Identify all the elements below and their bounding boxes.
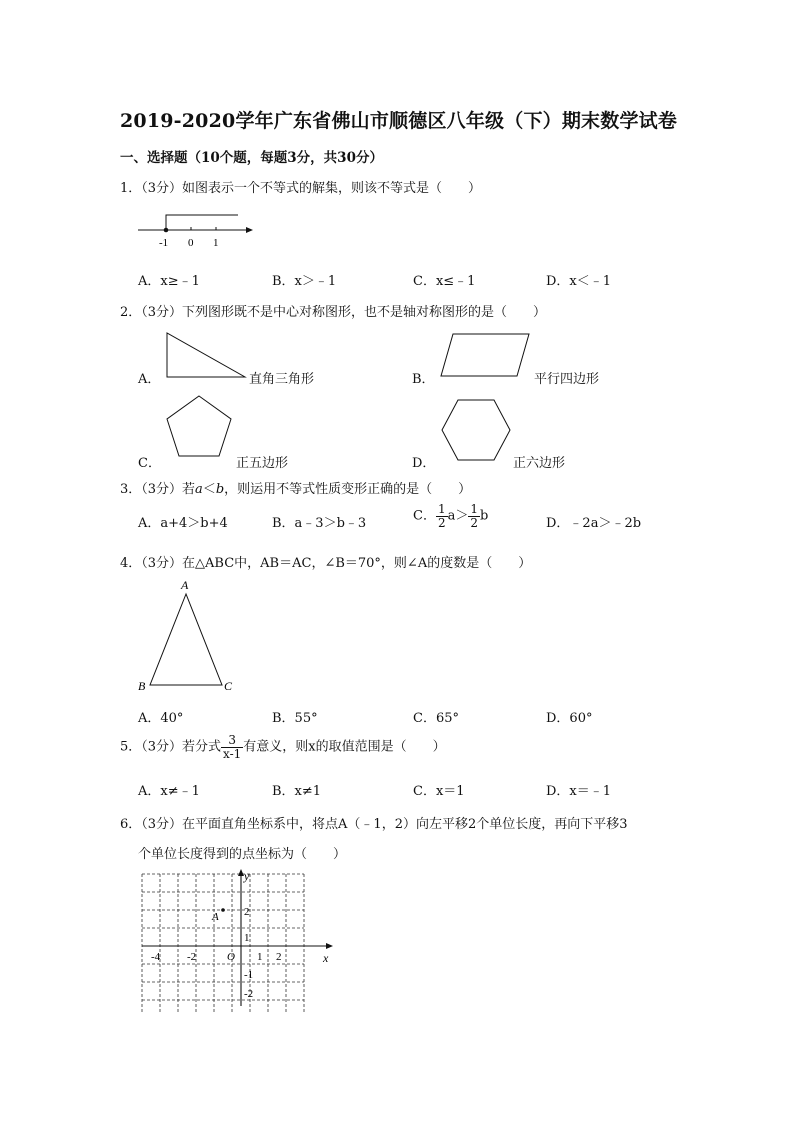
fraction-denominator: 2 (437, 515, 446, 530)
x-tick-label: -4 (151, 951, 161, 963)
q4-option-a: A．40° (138, 711, 184, 726)
parallelogram-shape (441, 334, 529, 376)
solution-ray (166, 215, 238, 230)
tick-label: 0 (188, 237, 194, 249)
q2-letter-d: D． (412, 456, 436, 471)
q3-option-c (413, 503, 488, 529)
q5-option-b: B．x≠1 (272, 784, 322, 799)
q4-option-c: C．65° (413, 711, 459, 726)
q5-option-a: A．x≠﹣1 (138, 784, 200, 799)
number-line-arrow (246, 227, 253, 233)
q3-stem-suffix: ，则运用不等式性质变形正确的是（ ） (224, 482, 472, 497)
q3-var-a: a (195, 482, 203, 497)
fraction-numerator: 1 (470, 502, 478, 516)
q3-option-b: B．a﹣3＞b﹣3 (272, 516, 367, 531)
origin-label: O (227, 951, 235, 963)
vertex-b-label: B (138, 679, 146, 693)
x-tick-label: 2 (276, 951, 282, 963)
q3-option-c-end: b (480, 508, 489, 524)
number-line-figure (130, 205, 260, 251)
x-axis-label: x (323, 951, 329, 965)
hexagon-figure (438, 396, 514, 464)
fraction-denominator: x-1 (223, 746, 242, 761)
right-triangle-figure (160, 330, 250, 380)
q3-stem-prefix: 3．（3分）若 (120, 482, 196, 497)
section-heading: 一、选择题（10个题，每题3分，共30分） (120, 150, 383, 166)
fraction-half (468, 503, 480, 529)
vertex-a-label: A (181, 578, 189, 592)
fraction-denominator: 2 (470, 515, 478, 530)
question-6-stem-line2: 个单位长度得到的点坐标为（ ） (138, 847, 347, 862)
q2-label-d: 正六边形 (513, 456, 566, 471)
y-axis-label: y (244, 869, 250, 883)
pentagon-figure (162, 392, 236, 464)
y-tick-label: 1 (244, 932, 250, 944)
x-tick-label: -2 (187, 951, 197, 963)
question-4-stem: 4．（3分）在△ABC中，AB＝AC，∠B＝70°，则∠A的度数是（ ） (120, 556, 532, 571)
fraction-half (436, 503, 448, 529)
pentagon-shape (167, 396, 231, 456)
q3-option-d: D．﹣2a＞﹣2b (546, 516, 642, 531)
right-triangle-shape (167, 333, 245, 377)
q5-stem-prefix: 5．（3分）若分式 (120, 739, 222, 755)
point-a-label: A (212, 911, 219, 923)
q1-option-b: B．x＞﹣1 (272, 274, 337, 289)
fraction-numerator: 1 (437, 502, 446, 516)
question-2-stem: 2．（3分）下列图形既不是中心对称图形，也不是轴对称图形的是（ ） (120, 305, 547, 320)
q3-option-c-mid: a＞ (447, 508, 469, 524)
q2-label-c: 正五边形 (236, 456, 289, 471)
solid-point (164, 228, 169, 233)
point-a (221, 908, 225, 912)
question-1-stem: 1．（3分）如图表示一个不等式的解集，则该不等式是（ ） (120, 181, 482, 196)
q5-option-c: C．x＝1 (413, 784, 465, 799)
q2-letter-b: B． (412, 372, 435, 387)
coordinate-grid-figure (136, 866, 336, 1012)
fraction-numerator: 3 (221, 734, 243, 748)
q5-stem-suffix: 有意义，则x的取值范围是（ ） (243, 739, 446, 755)
q3-var-b: b (215, 482, 225, 497)
q2-letter-c: C． (138, 456, 161, 471)
q2-label-a: 直角三角形 (249, 372, 315, 387)
parallelogram-figure (436, 330, 532, 380)
y-tick-label: -2 (244, 988, 254, 1000)
q3-lt: ＜ (202, 482, 216, 497)
page-title: 2019-2020学年广东省佛山市顺德区八年级（下）期末数学试卷 (120, 110, 678, 132)
triangle-abc (150, 594, 222, 685)
y-tick-label: 2 (244, 906, 250, 918)
q1-option-d: D．x＜﹣1 (546, 274, 612, 289)
q1-option-a: A．x≥﹣1 (138, 274, 200, 289)
q2-letter-a: A． (138, 372, 161, 387)
fraction-3-over-x-1 (221, 734, 243, 760)
question-3-stem (120, 478, 471, 497)
tick-label: 1 (213, 237, 219, 249)
q1-option-c: C．x≤﹣1 (413, 274, 476, 289)
grid-lines (142, 874, 304, 1012)
x-axis-arrow (326, 943, 333, 949)
isosceles-triangle-figure (134, 574, 244, 696)
x-tick-label: 1 (257, 951, 263, 963)
q2-label-b: 平行四边形 (534, 372, 600, 387)
q4-option-d: D．60° (546, 711, 593, 726)
tick-label: -1 (159, 237, 169, 249)
question-6-stem-line1: 6．（3分）在平面直角坐标系中，将点A（﹣1，2）向左平移2个单位长度，再向下平移3 (120, 817, 628, 832)
question-5-stem (120, 734, 446, 760)
q5-option-d: D．x＝﹣1 (546, 784, 612, 799)
q4-option-b: B．55° (272, 711, 318, 726)
q3-option-c-letter: C． (413, 508, 436, 524)
hexagon-shape (442, 400, 510, 460)
q3-option-a: A．a+4＞b+4 (138, 516, 228, 531)
vertex-c-label: C (224, 679, 233, 693)
y-tick-label: -1 (244, 969, 254, 981)
